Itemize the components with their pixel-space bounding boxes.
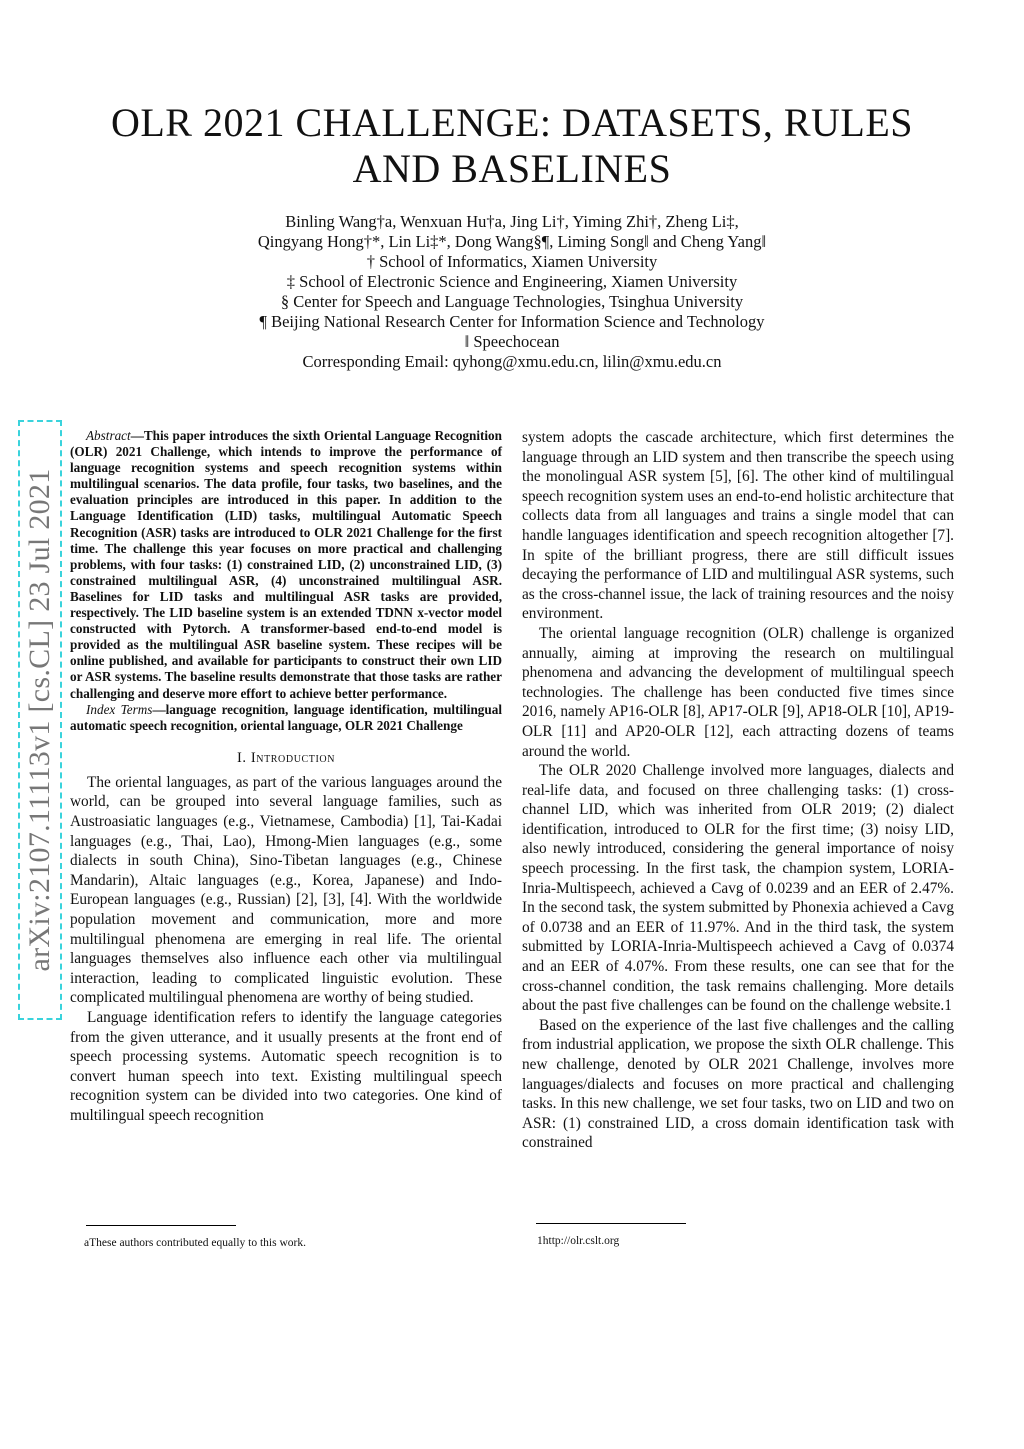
footnote-left: aThese authors contributed equally to this work. [84, 1237, 306, 1249]
left-body [70, 773, 502, 1126]
abstract-text: —This paper introduces the sixth Oriental Language Recognition (OLR) 2021 Challenge, which intends to improve the performance of language recognition systems and speech recognition systems within multilingual scenarios. The data profile, four tasks, two baselines, and the evaluation principles are introduced in this paper. In addition to the Language Identification (LID) tasks, multilingual Automatic Speech Recognition (ASR) tasks are introduced to OLR 2021 Challenge for the first time. The challenge this year focuses on more practical and challenging problems, with four tasks: (1) constrained LID, (2) unconstrained LID, (3) constrained multilingual ASR, (4) unconstrained multilingual ASR. Baselines for LID tasks and multilingual ASR tasks are provided, respectively. The LID baseline system is an extended TDNN x-vector model constructed with Pytorch. A transformer-based end-to-end model is provided as the multilingual ASR baseline system. These recipes will be online published, and available for participants to construct their own LID or ASR systems. The baseline results demonstrate that those tasks are rather challenging and deserve more effort to achieve better performance. [70, 428, 502, 701]
authors-line-2: Qingyang Hong†*, Lin Li‡*, Dong Wang§¶, Liming Song‖ and Cheng Yang‖ [257, 232, 767, 251]
left-column [70, 428, 502, 1125]
paragraph: Language identification refers to identify the language categories from the given utterance, and it usually presents at the front end of speech processing systems. Automatic speech recognition is to convert human speech into text. Existing multilingual speech recognition system can be divided into two categories. One kind of multilingual speech recognition [70, 1008, 502, 1124]
arxiv-stamp[interactable] [18, 420, 62, 1020]
footnote-divider [536, 1223, 686, 1224]
paragraph: The oriental language recognition (OLR) challenge is organized annually, aiming at improving the research on multilingual phenomena and advancing the development of multilingual speech technologies. The challenge has been conducted five times since 2016, namely AP16-OLR [8], AP17-OLR [9], AP18-OLR [10], AP19-OLR [11] and AP20-OLR [12], each attracting dozens of teams around the world. [522, 624, 954, 760]
right-column [522, 428, 954, 1153]
affiliation-4: ¶ Beijing National Research Center for Information Science and Technology [259, 312, 765, 331]
paragraph: The OLR 2020 Challenge involved more languages, dialects and real-life data, and focused on three challenging tasks: (1) cross-channel LID, which was inherited from OLR 2019; (2) dialect identification, introduced to OLR for the first time; (3) noisy LID, also newly introduced, considering the general importance of noisy speech processing. In the first task, the champion system, LORIA-Inria-Multispeech, achieved a Cavg of 0.0239 and an EER of 2.47%. In the second task, the system submitted by Phonexia achieved a Cavg of 0.0738 and an EER of 11.97%. And in the third task, the system submitted by LORIA-Inria-Multispeech achieved a Cavg of 0.0374 and an EER of 4.07%. From these results, one can see that for the cross-channel condition, the task remains challenging. More details about the past five challenges can be found on the challenge website.1 [522, 762, 954, 1015]
paragraph: Based on the experience of the last five challenges and the calling from industrial application, we propose the sixth OLR challenge. This new challenge, denoted by OLR 2021 Challenge, involves more languages/dialects and focuses on more practical and challenging tasks. In this new challenge, we set four tasks, two on LID and two on ASR: (1) constrained LID, a cross domain identification task with constrained [522, 1016, 954, 1152]
affiliation-5: ‖ Speechocean [464, 332, 560, 351]
index-terms-text: —language recognition, language identification, multilingual automatic speech recognition, oriental language, OLR 2021 Challenge [70, 701, 502, 733]
paragraph: The oriental languages, as part of the various languages around the world, can be grouped into several language families, such as Austroasiatic languages (e.g., Vietnamese, Cambodia) [1], Tai-Kadai languages (e.g., Thai, Lao), Hmong-Mien languages (e.g., some dialects in south China), Sino-Tibetan languages (e.g., Chinese Mandarin), Altaic languages (e.g., Korea, Japanese) and Indo-European languages (e.g., Russian) [2], [3], [4]. With the worldwide population movement and communication, more and more multilingual phenomena are emerging in real life. The oriental languages themselves also influence each other via multilingual interaction, leading to complicated linguistic evolution. These complicated multilingual phenomena are worthy of being studied. [70, 773, 502, 1007]
affiliation-2: ‡ School of Electronic Science and Engineering, Xiamen University [286, 272, 738, 291]
title-line-2: AND BASELINES [352, 146, 672, 191]
affiliation-1: † School of Informatics, Xiamen University [366, 252, 658, 271]
section-heading-introduction: I. Introduction [236, 749, 336, 766]
index-terms-label: Index Terms [86, 701, 153, 717]
authors-line-1: Binling Wang†a, Wenxuan Hu†a, Jing Li†, Yiming Zhi†, Zheng Li‡, [285, 212, 739, 231]
footnote-right[interactable]: 1http://olr.cslt.org [537, 1235, 620, 1247]
paragraph: system adopts the cascade architecture, which first determines the language through an LID system and then transcribe the speech using the monolingual ASR system [5], [6]. The other kind of multilingual speech recognition system uses an end-to-end holistic architecture that collects data from all languages and trains a single model that can handle languages identification and speech recognition altogether [7]. In spite of the brilliant progress, there are still difficult issues decaying the performance of LID and multilingual ASR systems, such as the cross-channel issue, the lack of training resources and the noisy environment. [522, 429, 954, 623]
abstract-label: Abstract [86, 428, 131, 443]
author-block [60, 212, 964, 372]
arxiv-stamp-text: arXiv:2107.11113v1 [cs.CL] 23 Jul 2021 [23, 468, 56, 972]
corresponding-email: Corresponding Email: qyhong@xmu.edu.cn, lilin@xmu.edu.cn [302, 352, 722, 371]
abstract [70, 428, 502, 734]
footnote-divider [86, 1225, 236, 1226]
title-line-1: OLR 2021 CHALLENGE: DATASETS, RULES [110, 100, 914, 145]
paper-title [60, 100, 964, 192]
affiliation-3: § Center for Speech and Language Technologies, Tsinghua University [280, 292, 744, 311]
